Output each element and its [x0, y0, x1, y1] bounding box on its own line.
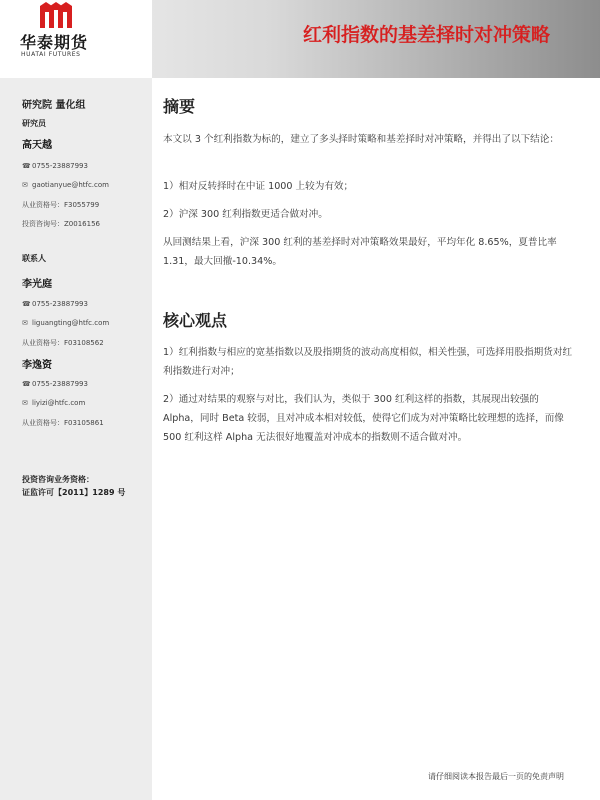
summary-heading: 摘要	[163, 97, 196, 116]
email-icon: ✉	[22, 399, 28, 407]
researcher-phone: ☎0755-23887993	[22, 162, 88, 170]
contact-license: 从业资格号：F03105861	[22, 419, 104, 427]
core-point-1: 1）红利指数与相应的宽基指数以及股指期货的波动高度相似，相关性强，可选择用股指期货对红利指数进行对冲；	[163, 347, 573, 377]
report-header	[0, 0, 600, 78]
summary-result: 从回测结果上看，沪深 300 红利的基差择时对冲策略效果最好，平均年化 8.65%，夏普比率 1.31，最大回撤-10.34%。	[163, 237, 557, 267]
phone-icon: ☎	[22, 162, 31, 170]
phone-icon: ☎	[22, 300, 31, 308]
contact-email[interactable]: ✉ liyizi@htfc.com	[22, 399, 86, 407]
email-icon: ✉	[22, 319, 28, 327]
researcher-advisor-license: 投资咨询号：Z0016156	[22, 220, 100, 228]
contact-phone: ☎0755-23887993	[22, 300, 88, 308]
core-point-2: 2）通过对结果的观察与对比，我们认为，类似于 300 红利这样的指数，其展现出较强的 Alpha，同时 Beta 较弱，且对冲成本相对较低，使得它们成为对冲策略比较理想的选择，而像 500 红利这样 Alpha 无法很好地覆盖对冲成本的指数则不适合做对冲。	[163, 394, 564, 443]
qualification-note	[22, 473, 125, 499]
contact-license: 从业资格号：F03108562	[22, 339, 104, 347]
company-logo	[0, 0, 152, 78]
report-title: 红利指数的基差择时对冲策略	[302, 24, 550, 46]
qualification-label: 投资咨询业务资格：	[22, 475, 94, 484]
summary-intro: 本文以 3 个红利指数为标的，建立了多头择时策略和基差择时对冲策略，并得出了以下结论：	[163, 134, 559, 145]
contact-name: 李逸资	[22, 360, 52, 371]
contacts-label: 联系人	[22, 254, 46, 263]
contact-name: 李光庭	[22, 279, 52, 290]
summary-point-2: 2）沪深 300 红利指数更适合做对冲。	[163, 209, 328, 220]
researcher-name: 高天越	[22, 140, 52, 151]
researcher-license: 从业资格号：F3055799	[22, 201, 100, 209]
disclaimer-footer: 请仔细阅读本报告最后一页的免责声明	[428, 772, 564, 781]
core-views-heading: 核心观点	[163, 311, 228, 330]
phone-icon: ☎	[22, 380, 31, 388]
logo-chinese-name: 华泰期货	[20, 33, 89, 52]
qualification-license: 证监许可【2011】1289 号	[22, 488, 126, 497]
huatai-logo-mark	[36, 2, 76, 28]
contact-phone: ☎0755-23887993	[22, 380, 88, 388]
contact-email[interactable]: ✉ liguangting@htfc.com	[22, 319, 110, 327]
department-label: 研究院 量化组	[22, 100, 86, 111]
logo-english-name: HUATAI FUTURES	[21, 51, 81, 58]
researchers-label: 研究员	[22, 119, 46, 128]
researcher-email[interactable]: ✉ gaotianyue@htfc.com	[22, 181, 109, 189]
summary-point-1: 1）相对反转择时在中证 1000 上较为有效；	[163, 181, 354, 192]
email-icon: ✉	[22, 181, 28, 189]
author-sidebar	[0, 78, 152, 800]
